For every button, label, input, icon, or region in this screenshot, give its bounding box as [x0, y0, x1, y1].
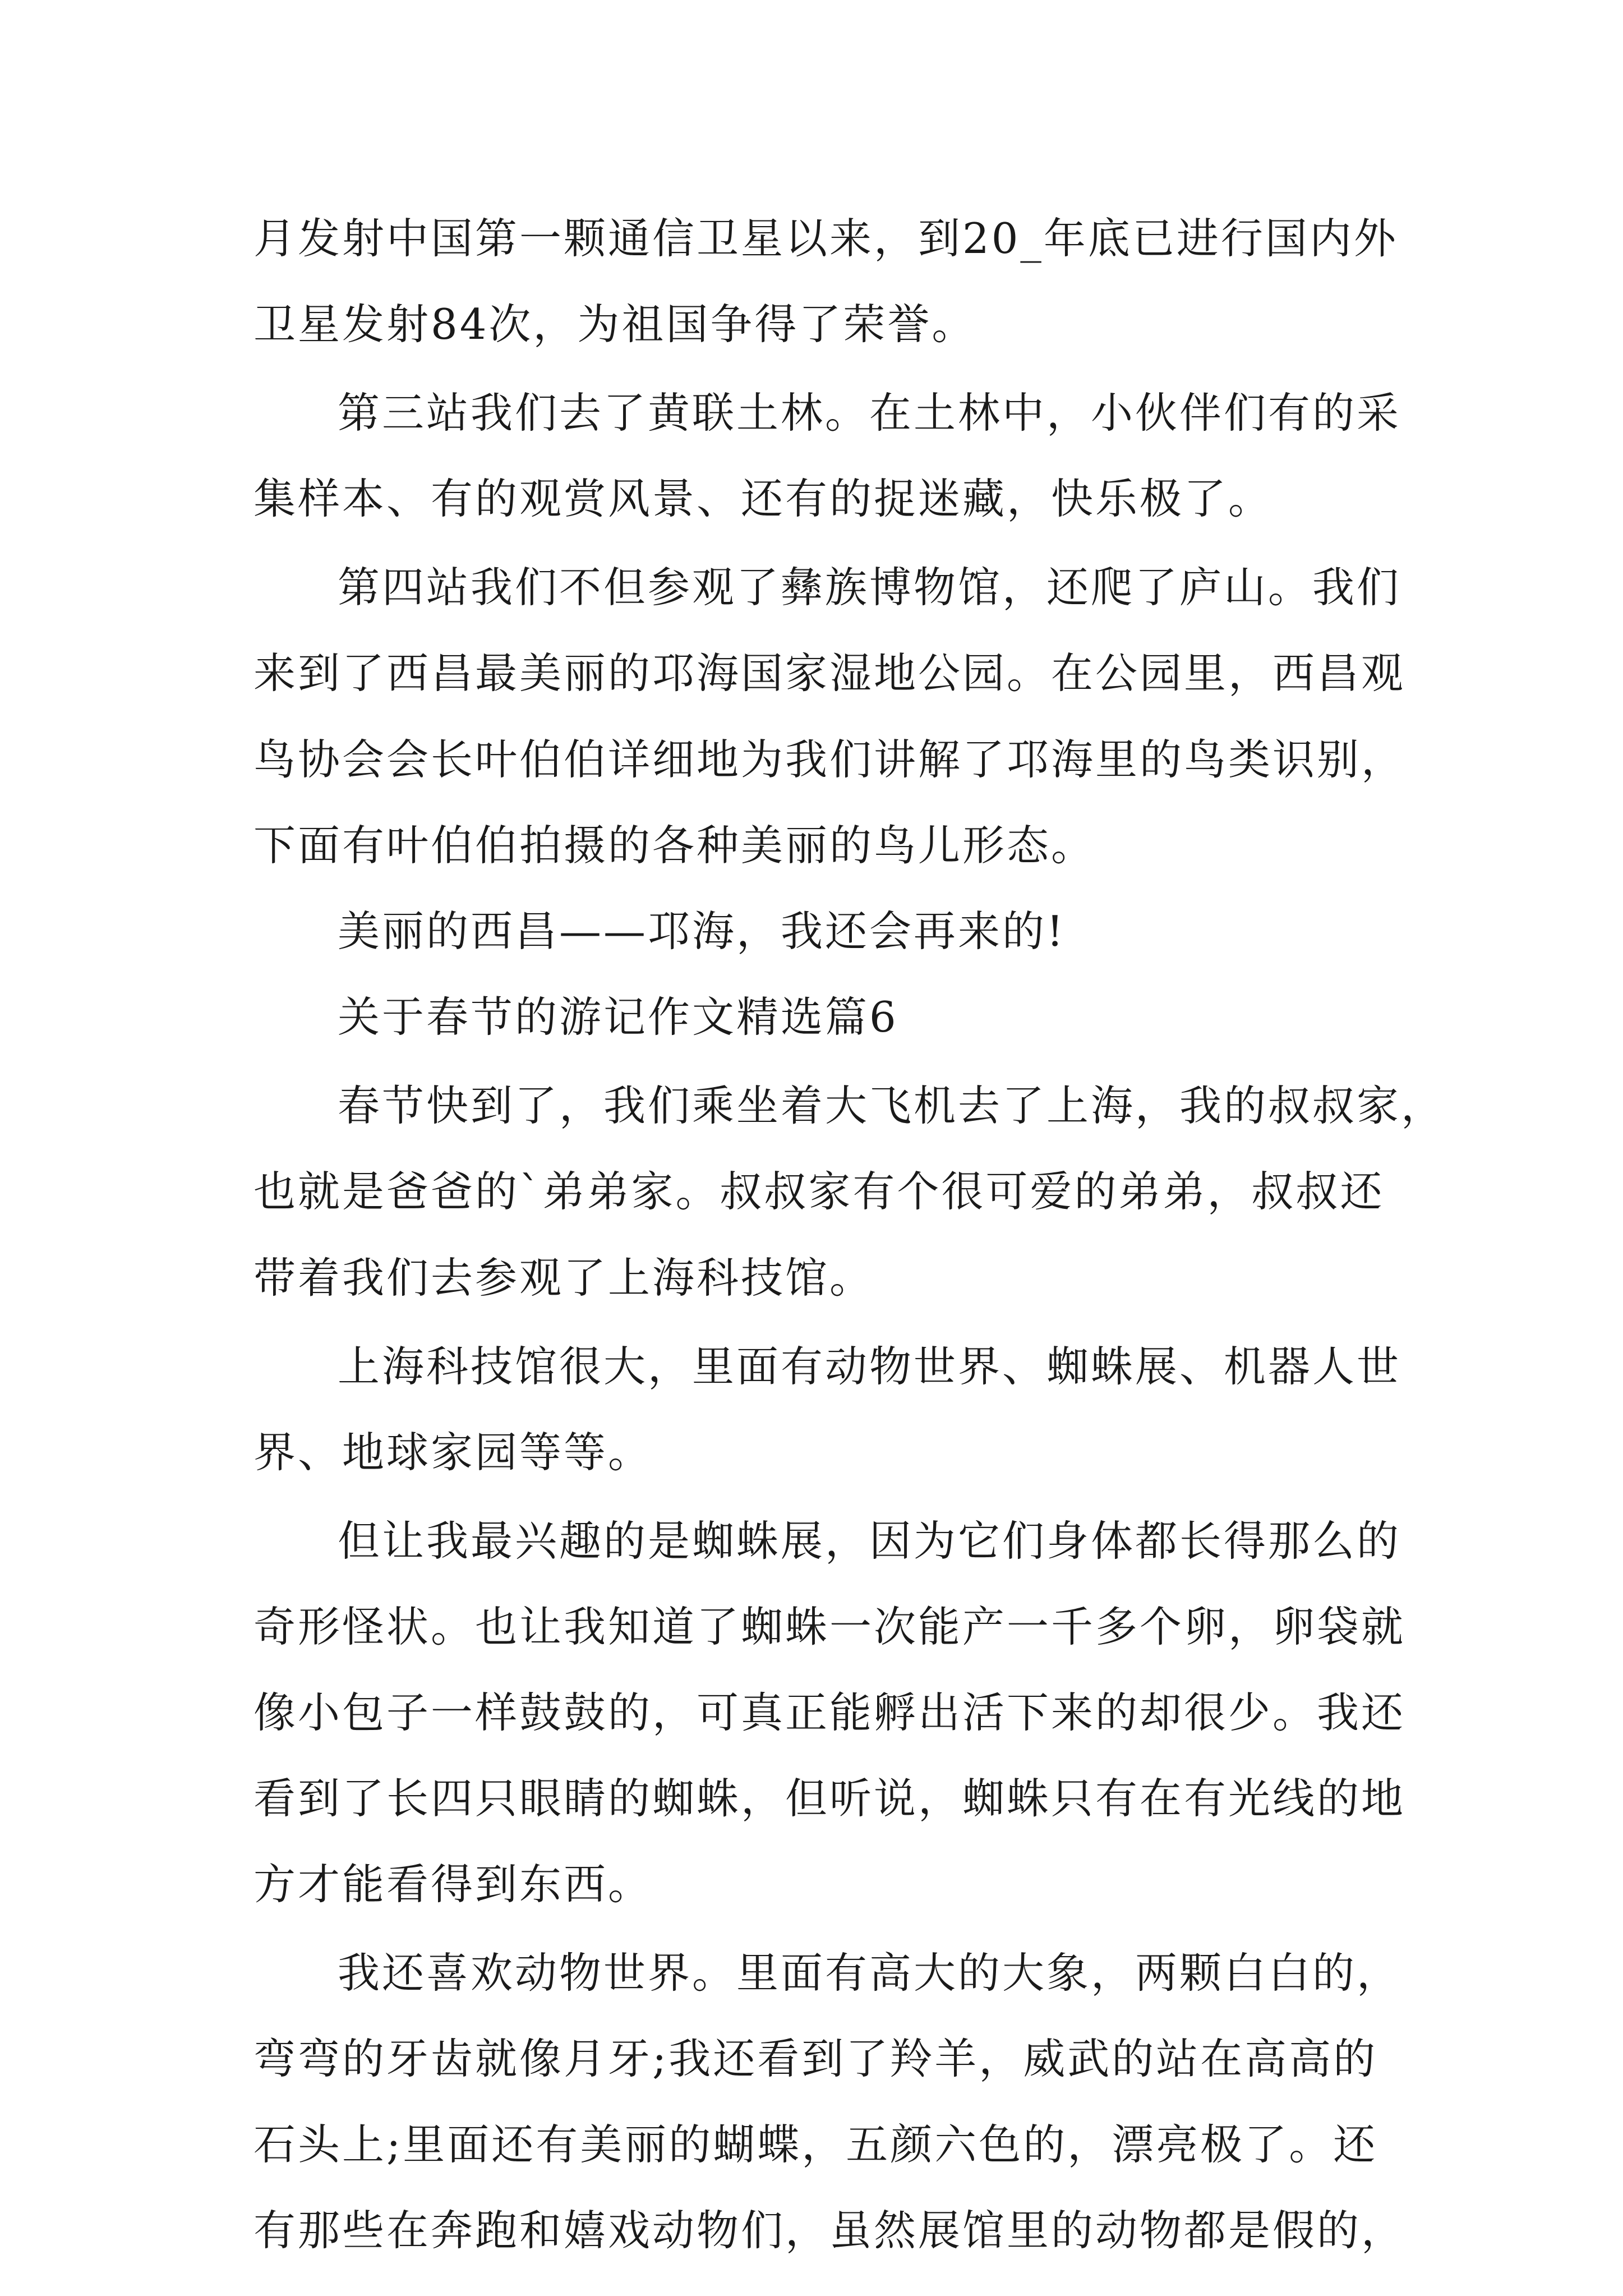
text-line: 上海科技馆很大，里面有动物世界、蜘蛛展、机器人世 — [338, 1342, 1401, 1391]
text-line: 奇形怪状。也让我知道了蜘蛛一次能产一千多个卵，卵袋就 — [253, 1602, 1406, 1651]
text-line: 来到了西昌最美丽的邛海国家湿地公园。在公园里，西昌观 — [253, 648, 1406, 698]
text-line: 像小包子一样鼓鼓的，可真正能孵出活下来的却很少。我还 — [253, 1688, 1406, 1737]
section-heading: 关于春节的游记作文精选篇6 — [338, 992, 898, 1042]
text-line: 我还喜欢动物世界。里面有高大的大象，两颗白白的， — [338, 1948, 1401, 1998]
text-line: 春节快到了，我们乘坐着大飞机去了上海，我的叔叔家， — [338, 1081, 1446, 1130]
text-line: 美丽的西昌——邛海，我还会再来的! — [338, 907, 1066, 956]
text-line: 集样本、有的观赏风景、还有的捉迷藏，快乐极了。 — [253, 474, 1273, 523]
text-line: 石头上;里面还有美丽的蝴蝶，五颜六色的，漂亮极了。还 — [253, 2120, 1378, 2169]
text-line: 鸟协会会长叶伯伯详细地为我们讲解了邛海里的鸟类识别， — [253, 735, 1406, 784]
text-line: 月发射中国第一颗通信卫星以来，到20_年底已进行国内外 — [253, 214, 1398, 263]
text-line: 但让我最兴趣的是蜘蛛展，因为它们身体都长得那么的 — [338, 1516, 1401, 1566]
text-line: 看到了长四只眼睛的蜘蛛，但听说，蜘蛛只有在有光线的地 — [253, 1774, 1406, 1823]
text-line: 弯弯的牙齿就像月牙;我还看到了羚羊，威武的站在高高的 — [253, 2034, 1378, 2083]
text-line: 第三站我们去了黄联土林。在土林中，小伙伴们有的采 — [338, 388, 1401, 438]
text-line: 卫星发射84次，为祖国争得了荣誉。 — [253, 300, 976, 349]
text-line: 带着我们去参观了上海科技馆。 — [253, 1253, 874, 1303]
text-line: 有那些在奔跑和嬉戏动物们，虽然展馆里的动物都是假的， — [253, 2206, 1406, 2255]
text-line: 界、地球家园等等。 — [253, 1428, 653, 1477]
text-line: 第四站我们不但参观了彝族博物馆，还爬了庐山。我们 — [338, 563, 1401, 612]
text-line: 下面有叶伯伯拍摄的各种美丽的鸟儿形态。 — [253, 821, 1096, 870]
text-line: 也就是爸爸的`弟弟家。叔叔家有个很可爱的弟弟，叔叔还 — [253, 1167, 1385, 1216]
text-line: 方才能看得到东西。 — [253, 1860, 653, 1909]
